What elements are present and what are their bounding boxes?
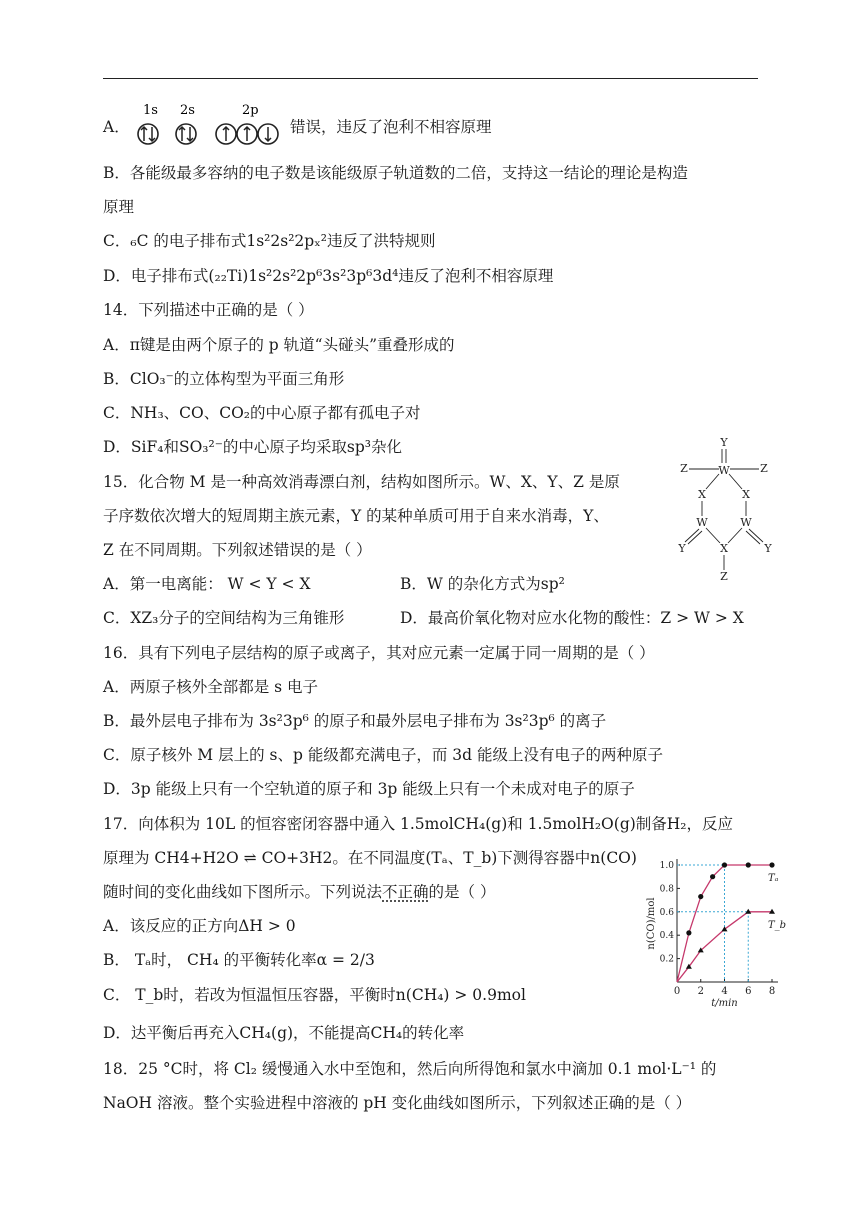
series-label: Tₐ bbox=[768, 873, 779, 884]
q13-option-b: B．各能级最多容纳的电子数是该能级原子轨道数的二倍，支持这一结论的理论是构造 bbox=[103, 164, 688, 182]
x-tick-label: 0 bbox=[673, 986, 681, 997]
q17-stem-1: 17．向体积为 10L 的恒容密闭容器中通入 1.5molCH₄(g)和 1.5molH₂O(g)制备H₂，反应 bbox=[103, 815, 734, 833]
q16-option-d: D．3p 能级上只有一个空轨道的原子和 3p 能级上只有一个未成对电子的原子 bbox=[103, 780, 635, 798]
q13-option-a-text: 错误，违反了泡利不相容原理 bbox=[290, 118, 492, 136]
n-co-chart bbox=[640, 850, 786, 1010]
q17-option-b: B． Tₐ时， CH₄ 的平衡转化率α = 2/3 bbox=[103, 951, 375, 969]
atom-x-bottom: X bbox=[720, 542, 728, 555]
q17-option-d: D．达平衡后再充入CH₄(g)，不能提高CH₄的转化率 bbox=[103, 1024, 465, 1042]
header-rule bbox=[103, 78, 758, 79]
emphasis-not-correct: 不正确 bbox=[382, 883, 429, 901]
data-point-ta bbox=[698, 894, 703, 899]
q13-option-c: C．₆C 的电子排布式1s²2s²2pₓ²违反了洪特规则 bbox=[103, 232, 436, 250]
compound-m-structure bbox=[672, 436, 780, 588]
data-point-ta bbox=[686, 930, 691, 935]
atom-y-left: Y bbox=[678, 542, 686, 555]
orbital-label-1s: 1s bbox=[143, 103, 158, 118]
x-tick-label: 8 bbox=[768, 986, 776, 997]
q14-option-a: A．π键是由两个原子的 p 轨道“头碰头”重叠形成的 bbox=[103, 336, 455, 354]
q14-option-b: B．ClO₃⁻的立体构型为平面三角形 bbox=[103, 370, 345, 388]
orbital-label-2s: 2s bbox=[180, 103, 195, 118]
q15-stem-2: 子序数依次增大的短周期主族元素，Y 的某种单质可用于自来水消毒，Y、 bbox=[103, 507, 609, 525]
q15-stem-1: 15．化合物 M 是一种高效消毒漂白剂，结构如图所示。W、X、Y、Z 是原 bbox=[103, 473, 620, 491]
q15-option-d: D．最高价氧化物对应水化物的酸性：Z > W > X bbox=[400, 609, 744, 627]
data-point-ta bbox=[769, 862, 774, 867]
y-tick-label: 1.0 bbox=[659, 861, 674, 871]
q17-stem-3: 随时间的变化曲线如下图所示。下列说法不正确的是（ ） bbox=[103, 883, 496, 901]
q14-option-c: C．NH₃、CO、CO₂的中心原子都有孤电子对 bbox=[103, 404, 421, 422]
q17-stem-2: 原理为 CH4+H2O ⇌ CO+3H2。在不同温度(Tₐ、T_b)下测得容器中n(CO) bbox=[103, 849, 637, 867]
x-tick-label: 6 bbox=[745, 986, 752, 997]
atom-z-right: Z bbox=[760, 462, 768, 475]
atom-w-right: W bbox=[740, 516, 752, 529]
q18-stem-2: NaOH 溶液。整个实验进程中溶液的 pH 变化曲线如图所示，下列叙述正确的是（ ） bbox=[103, 1094, 692, 1112]
y-tick-label: 0.6 bbox=[659, 907, 674, 918]
y-tick-label: 0.4 bbox=[659, 931, 674, 942]
q18-stem-1: 18．25 °C时，将 Cl₂ 缓慢通入水中至饱和，然后向所得饱和氯水中滴加 0.1 mol·L⁻¹ 的 bbox=[103, 1060, 717, 1078]
atom-w-left: W bbox=[696, 516, 708, 529]
atom-x-left: X bbox=[698, 488, 706, 501]
atom-z-bottom: Z bbox=[720, 570, 728, 583]
q16-stem: 16．具有下列电子层结构的原子或离子，其对应元素一定属于同一周期的是（ ） bbox=[103, 644, 655, 662]
atom-x-right: X bbox=[742, 488, 750, 501]
q17-option-a: A．该反应的正方向ΔH > 0 bbox=[103, 917, 296, 935]
q15-option-c: C．XZ₃分子的空间结构为三角锥形 bbox=[103, 609, 345, 627]
orbital-label-2p: 2p bbox=[242, 103, 259, 118]
atom-y-top: Y bbox=[720, 436, 728, 449]
data-point-ta bbox=[722, 862, 727, 867]
atom-w-top: W bbox=[718, 464, 730, 477]
atom-y-right: Y bbox=[764, 542, 772, 555]
y-tick-label: 0.2 bbox=[659, 954, 674, 965]
q14-option-d: D．SiF₄和SO₃²⁻的中心原子均采取sp³杂化 bbox=[103, 438, 402, 456]
series-label: T_b bbox=[768, 919, 786, 931]
x-tick-label: 2 bbox=[697, 986, 704, 997]
q15-option-a: A．第一电离能： W < Y < X bbox=[103, 575, 311, 593]
q17-option-c: C． T_b时，若改为恒温恒压容器，平衡时n(CH₄) > 0.9mol bbox=[103, 986, 526, 1004]
q16-option-b: B．最外层电子排布为 3s²3p⁶ 的原子和最外层电子排布为 3s²3p⁶ 的离子 bbox=[103, 712, 607, 730]
atom-z-left: Z bbox=[680, 462, 688, 475]
q13-option-b-cont: 原理 bbox=[103, 198, 135, 216]
x-tick-label: 4 bbox=[721, 986, 728, 997]
y-axis-label: n(CO)/mol bbox=[646, 897, 657, 950]
orbital-diagram bbox=[132, 100, 292, 148]
q14-stem: 14．下列描述中正确的是（ ） bbox=[103, 301, 314, 319]
q16-option-a: A．两原子核外全部都是 s 电子 bbox=[103, 678, 319, 696]
q13-option-d: D．电子排布式(₂₂Ti)1s²2s²2p⁶3s²3p⁶3d⁴违反了泡利不相容原理 bbox=[103, 267, 554, 285]
x-axis-label: t/min bbox=[711, 998, 738, 1009]
q13-option-a: A． bbox=[103, 118, 130, 136]
y-tick-label: 0.8 bbox=[659, 884, 674, 895]
q15-stem-3: Z 在不同周期。下列叙述错误的是（ ） bbox=[103, 541, 372, 559]
data-point-ta bbox=[746, 862, 751, 867]
data-point-ta bbox=[710, 874, 715, 879]
q16-option-c: C．原子核外 M 层上的 s、p 能级都充满电子，而 3d 能级上没有电子的两种原子 bbox=[103, 746, 663, 764]
q15-option-b: B．W 的杂化方式为sp² bbox=[400, 575, 565, 593]
